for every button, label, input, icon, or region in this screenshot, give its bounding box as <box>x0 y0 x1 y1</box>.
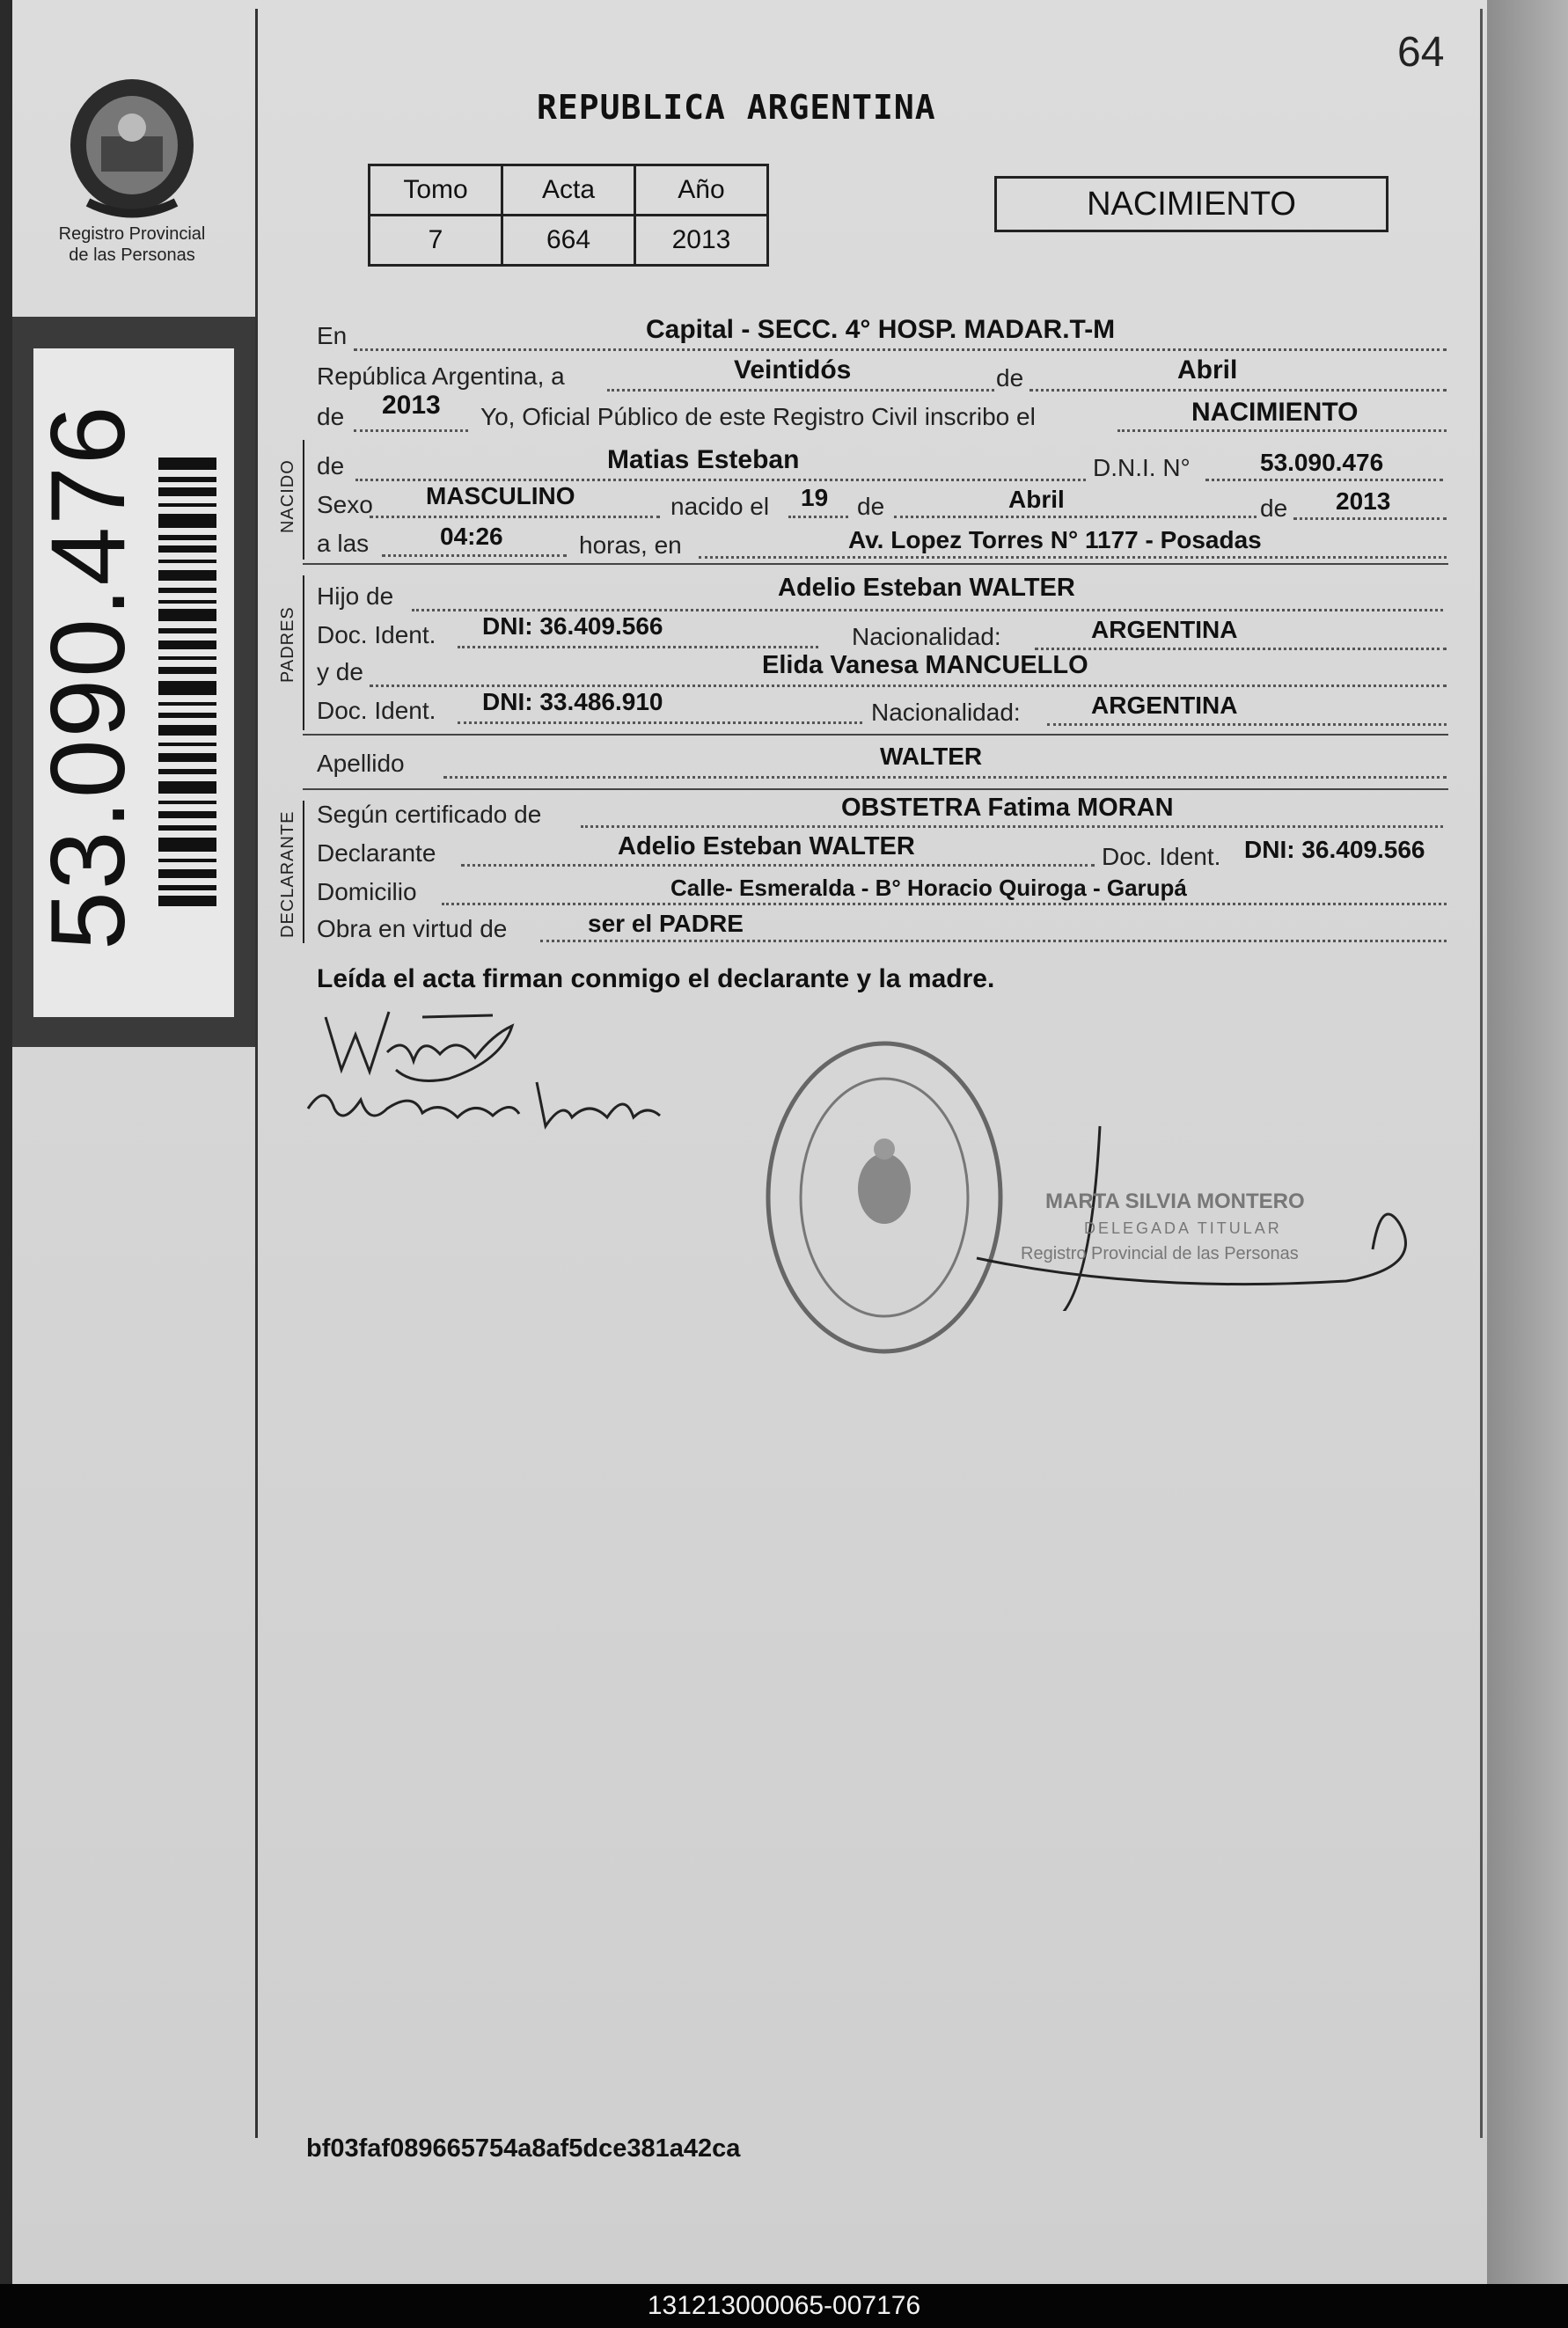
label-doc-father: Doc. Ident. <box>317 621 436 648</box>
label-nationality-mother: Nacionalidad: <box>871 699 1021 726</box>
label-dni: D.N.I. N° <box>1093 454 1191 481</box>
label-en: En <box>317 322 348 349</box>
label-declarante: Declarante <box>317 839 436 867</box>
section-label-nacido: NACIDO <box>278 459 297 533</box>
section-label-declarante: DECLARANTE <box>278 810 297 938</box>
section-bracket <box>303 575 304 730</box>
value-apellido: WALTER <box>880 743 983 770</box>
label-de-birth: de <box>857 493 885 520</box>
label-de2: de <box>317 403 345 430</box>
logo-caption-line1: Registro Provincial <box>58 224 206 244</box>
value-day-words: Veintidós <box>734 355 852 384</box>
record-type-box: NACIMIENTO <box>994 176 1388 232</box>
signature-elida-icon <box>299 1073 669 1144</box>
dotted-line <box>581 825 1443 828</box>
dotted-line <box>1029 389 1447 392</box>
value-ano: 2013 <box>635 216 768 266</box>
dotted-line <box>412 609 1443 611</box>
value-names: Matias Esteban <box>607 445 800 474</box>
officer-text: Yo, Oficial Público de este Registro Civil inscribo el <box>480 403 1036 430</box>
right-page-edge <box>1487 0 1568 2284</box>
value-mother: Elida Vanesa MANCUELLO <box>762 651 1088 679</box>
dotted-line <box>894 516 1257 518</box>
value-declarante-name: Adelio Esteban WALTER <box>618 832 915 860</box>
dotted-line <box>1047 723 1447 726</box>
label-doc-declarante: Doc. Ident. <box>1102 843 1221 870</box>
label-nacido-el: nacido el <box>670 493 770 520</box>
dotted-line <box>382 554 567 557</box>
footer-bar <box>0 2284 1568 2328</box>
logo-caption <box>35 223 229 266</box>
value-year: 2013 <box>382 391 441 420</box>
dotted-line <box>354 348 1447 351</box>
left-margin-line <box>255 9 258 2138</box>
logo-caption-line2: de las Personas <box>69 245 195 265</box>
closing-statement: Leída el acta firman conmigo el declarante y la madre. <box>317 964 995 993</box>
footer-code: 131213000065-007176 <box>647 2291 921 2320</box>
dotted-line <box>458 721 862 724</box>
document-hash: bf03faf089665754a8af5dce381a42ca <box>306 2134 741 2163</box>
stamp-line2: DELEGADA TITULAR <box>1084 1219 1282 1237</box>
registry-table-header-row <box>370 165 768 216</box>
dni-vertical-number: 53.090.476 <box>29 404 147 950</box>
value-dni: 53.090.476 <box>1260 449 1384 476</box>
value-birth-place: Av. Lopez Torres N° 1177 - Posadas <box>848 526 1262 553</box>
dotted-line <box>355 479 1086 481</box>
dotted-line <box>1035 648 1447 650</box>
dotted-line <box>788 516 848 518</box>
label-obra-en-virtud: Obra en virtud de <box>317 915 508 942</box>
header-ano: Año <box>635 165 768 216</box>
value-birth-time: 04:26 <box>440 523 503 550</box>
signature-stamp-icon <box>968 1117 1443 1311</box>
value-address: Calle- Esmeralda - B° Horacio Quiroga - Garupá <box>670 875 1187 901</box>
value-sexo: MASCULINO <box>426 482 575 509</box>
section-separator <box>303 563 1448 565</box>
value-declarante-doc: DNI: 36.409.566 <box>1244 836 1425 863</box>
dotted-line <box>354 429 468 432</box>
dotted-line <box>699 556 1447 559</box>
right-margin-line <box>1480 9 1483 2138</box>
label-republica: República Argentina, a <box>317 362 565 390</box>
dotted-line <box>458 646 818 648</box>
value-event: NACIMIENTO <box>1191 398 1359 427</box>
registry-table <box>368 164 769 267</box>
label-certificado: Según certificado de <box>317 801 542 828</box>
dotted-line <box>443 776 1447 779</box>
label-de: de <box>996 364 1024 392</box>
barcode-icon <box>158 458 216 906</box>
label-doc-mother: Doc. Ident. <box>317 697 436 724</box>
value-certificate: OBSTETRA Fatima MORAN <box>841 794 1174 822</box>
dotted-line <box>607 389 994 392</box>
label-apellido: Apellido <box>317 750 405 777</box>
registry-table-value-row <box>370 216 768 266</box>
label-nationality-father: Nacionalidad: <box>852 623 1001 650</box>
label-domicilio: Domicilio <box>317 878 417 905</box>
section-separator <box>303 734 1448 736</box>
stamp-line3: Registro Provincial de las Personas <box>1021 1244 1299 1263</box>
section-bracket <box>303 440 304 560</box>
dotted-line <box>1117 429 1447 432</box>
value-month: Abril <box>1177 355 1238 384</box>
value-father-doc: DNI: 36.409.566 <box>482 612 663 640</box>
label-y-de: y de <box>317 658 363 685</box>
section-separator <box>303 788 1448 790</box>
header-tomo: Tomo <box>370 165 502 216</box>
value-acta: 664 <box>502 216 635 266</box>
value-birth-day: 19 <box>801 484 829 511</box>
dotted-line <box>442 903 1447 905</box>
dotted-line <box>370 516 660 518</box>
section-bracket <box>303 801 304 943</box>
value-father-nationality: ARGENTINA <box>1091 616 1238 643</box>
label-de-year: de <box>1260 494 1288 522</box>
label-sexo: Sexo <box>317 491 373 518</box>
value-mother-nationality: ARGENTINA <box>1091 692 1238 719</box>
label-a-las: a las <box>317 530 370 557</box>
value-place: Capital - SECC. 4° HOSP. MADAR.T-M <box>646 315 1116 344</box>
label-hijo-de: Hijo de <box>317 582 394 610</box>
value-capacity: ser el PADRE <box>588 910 744 937</box>
dotted-line <box>540 940 1447 942</box>
province-logo-icon <box>53 62 211 220</box>
dotted-line <box>461 864 1095 867</box>
header-acta: Acta <box>502 165 635 216</box>
stamp-line1: MARTA SILVIA MONTERO <box>1045 1190 1305 1213</box>
label-horas-en: horas, en <box>579 531 682 559</box>
document-title: REPUBLICA ARGENTINA <box>537 88 936 127</box>
value-father: Adelio Esteban WALTER <box>778 574 1075 602</box>
value-birth-month: Abril <box>1008 486 1065 513</box>
value-birth-year: 2013 <box>1336 487 1391 515</box>
dotted-line <box>1293 517 1447 520</box>
left-page-edge <box>0 0 12 2284</box>
dotted-line <box>370 684 1447 687</box>
section-label-padres: PADRES <box>278 606 297 683</box>
value-tomo: 7 <box>370 216 502 266</box>
label-de-nacido: de <box>317 452 345 480</box>
page-number: 64 <box>1397 29 1445 76</box>
value-mother-doc: DNI: 33.486.910 <box>482 688 663 715</box>
dotted-line <box>1205 479 1443 481</box>
